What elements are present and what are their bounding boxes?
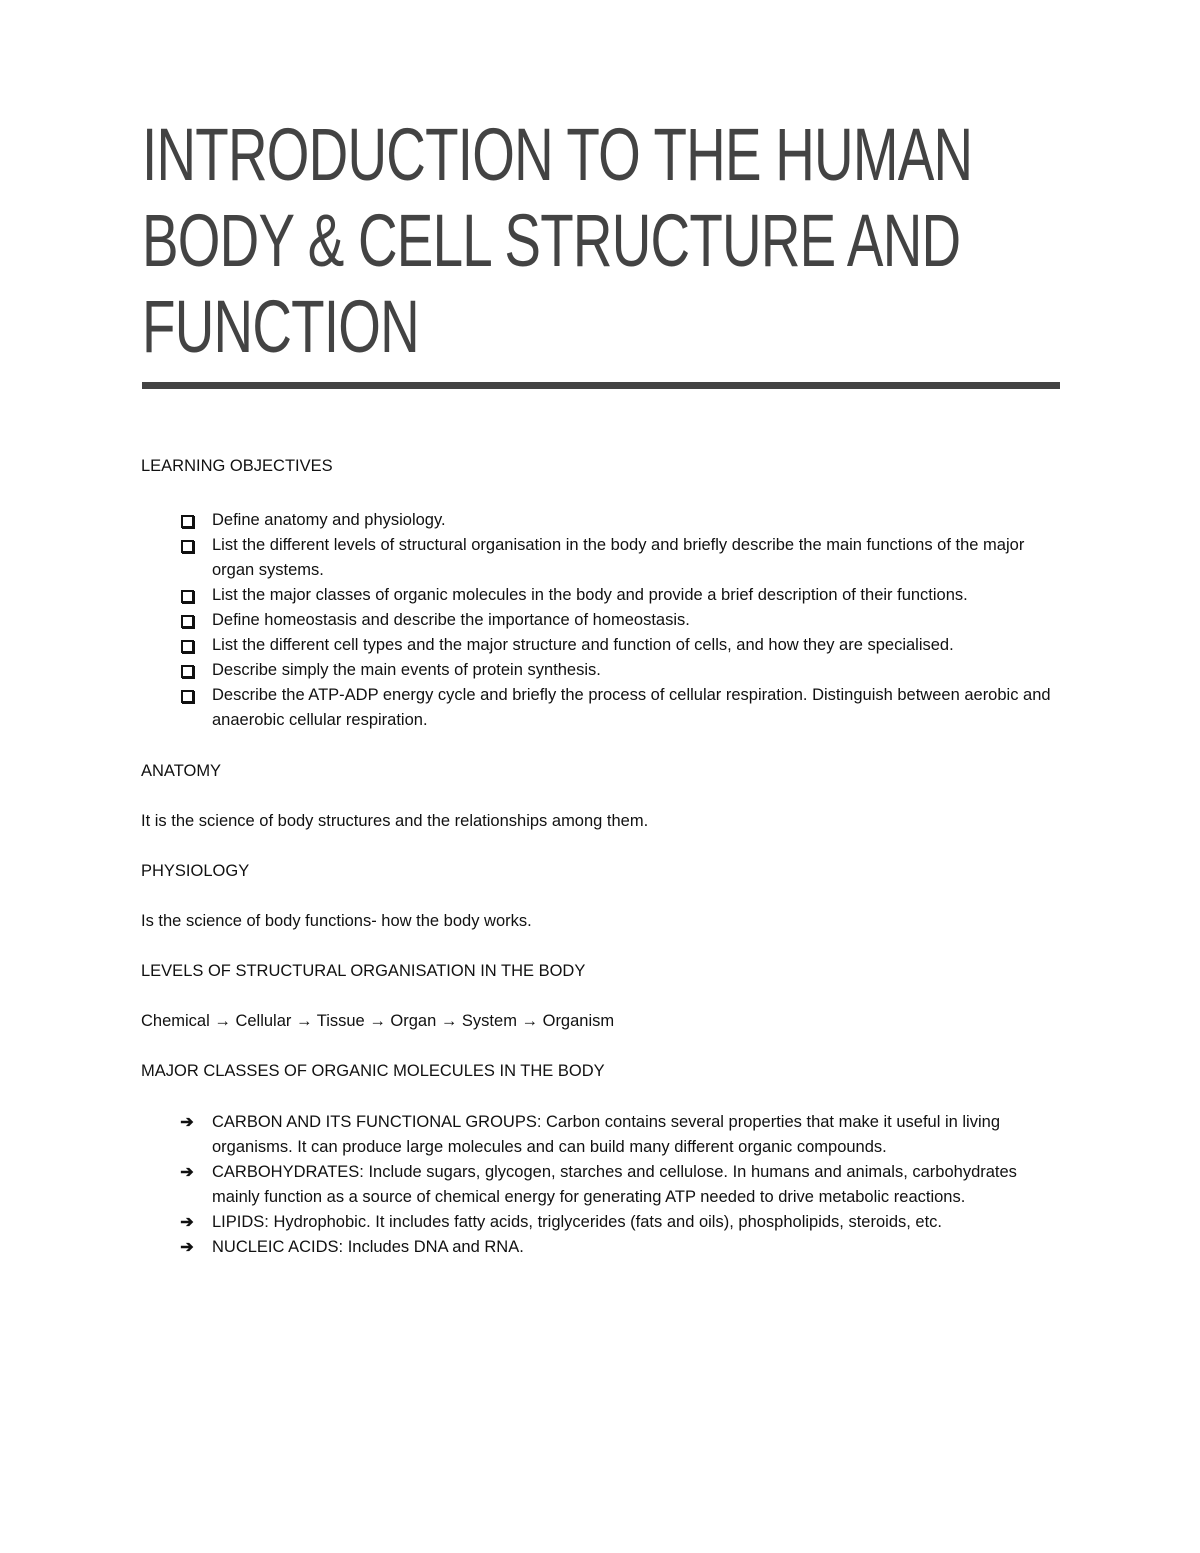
list-item: ➔ NUCLEIC ACIDS: Includes DNA and RNA. [141, 1235, 1061, 1260]
physiology-heading: PHYSIOLOGY [141, 862, 250, 880]
checkbox-square-icon [181, 515, 194, 528]
checkbox-square-icon [181, 690, 194, 703]
learning-objectives-heading: LEARNING OBJECTIVES [141, 457, 333, 475]
list-item: List the different cell types and the major structure and function of cells, and how they are specialised. [141, 633, 1061, 658]
physiology-definition: Is the science of body functions- how the body works. [141, 912, 532, 930]
right-arrow-icon: ➔ [180, 1214, 194, 1231]
title-divider [142, 382, 1060, 389]
list-item: List the major classes of organic molecules in the body and provide a brief description of their functions. [141, 583, 1061, 608]
list-item: Define anatomy and physiology. [141, 508, 1061, 533]
list-item: Describe simply the main events of protein synthesis. [141, 658, 1061, 683]
checkbox-square-icon [181, 640, 194, 653]
list-item: ➔ LIPIDS: Hydrophobic. It includes fatty acids, triglycerides (fats and oils), phospholipids, steroids, etc. [141, 1210, 1061, 1235]
right-arrow-icon: ➔ [180, 1114, 194, 1131]
list-item: ➔ CARBON AND ITS FUNCTIONAL GROUPS: Carbon contains several properties that make it useful in living organisms. It can produce large molecules and can build many different organic compounds. [141, 1110, 1061, 1160]
objectives-list [141, 508, 1061, 733]
levels-sequence: Chemical → Cellular → Tissue → Organ → System → Organism [141, 1012, 615, 1030]
checkbox-square-icon [181, 540, 194, 553]
document-body [141, 455, 1061, 1260]
list-item: Describe the ATP-ADP energy cycle and briefly the process of cellular respiration. Distinguish between aerobic and anaerobic cellular respiration. [141, 683, 1061, 733]
right-arrow-icon: ➔ [180, 1164, 194, 1181]
list-item: ➔ CARBOHYDRATES: Include sugars, glycogen, starches and cellulose. In humans and animals, carbohydrates mainly function as a source of chemical energy for generating ATP needed to drive metabolic reactions. [141, 1160, 1061, 1210]
list-item: Define homeostasis and describe the importance of homeostasis. [141, 608, 1061, 633]
checkbox-square-icon [181, 665, 194, 678]
checkbox-square-icon [181, 615, 194, 628]
levels-heading: LEVELS OF STRUCTURAL ORGANISATION IN THE BODY [141, 962, 586, 980]
molecules-heading: MAJOR CLASSES OF ORGANIC MOLECULES IN THE BODY [141, 1062, 605, 1080]
list-item: List the different levels of structural organisation in the body and briefly describe the main functions of the major organ systems. [141, 533, 1061, 583]
molecules-list [141, 1110, 1061, 1260]
document-title: INTRODUCTION TO THE HUMAN BODY & CELL STRUCTURE AND FUNCTION [142, 113, 973, 368]
right-arrow-icon: ➔ [180, 1239, 194, 1256]
anatomy-heading: ANATOMY [141, 762, 222, 780]
anatomy-definition: It is the science of body structures and the relationships among them. [141, 812, 649, 830]
checkbox-square-icon [181, 590, 194, 603]
